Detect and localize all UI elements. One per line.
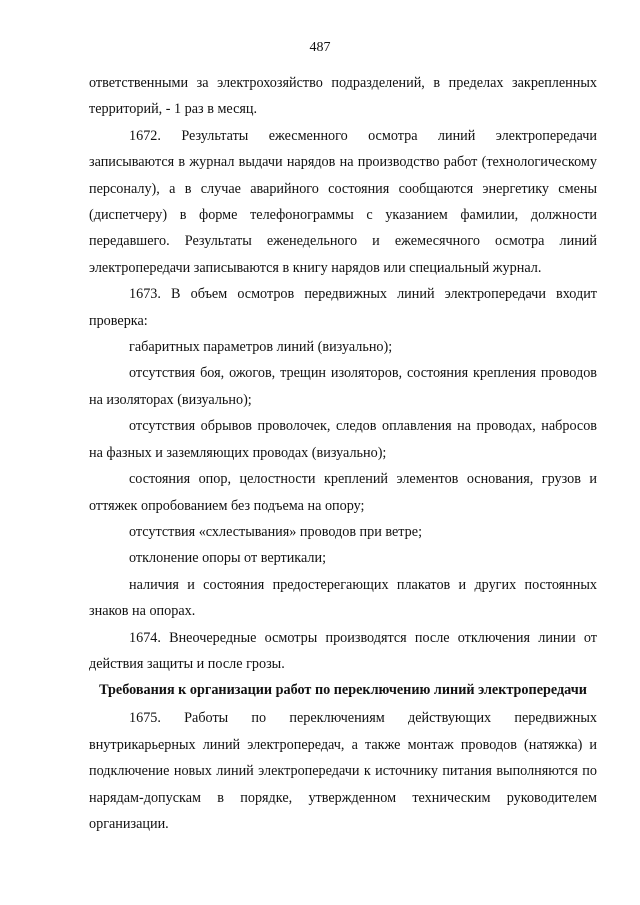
section-heading: Требования к организации работ по переключению линий электропередачи <box>99 682 587 699</box>
check-item-signs: наличия и состояния предостерегающих плакатов и других постоянных знаков на опорах. <box>89 576 597 620</box>
page-number: 487 <box>309 40 331 55</box>
paragraph-1673: 1673. В объем осмотров передвижных линий электропередачи входит проверка: <box>89 286 597 329</box>
check-item-wind: отсутствия «схлестывания» проводов при ветре; <box>129 523 423 540</box>
paragraph-continuation: ответственными за электрохозяйство подразделений, в пределах закрепленных территорий, - 1 раз в месяц. <box>89 75 597 118</box>
check-item-dimensions: габаритных параметров линий (визуально); <box>129 339 393 356</box>
check-item-insulators: отсутствия боя, ожогов, трещин изоляторов, состояния крепления проводов на изоляторах (визуально); <box>89 365 597 408</box>
paragraph-1672: 1672. Результаты ежесменного осмотра линий электропередачи записываются в журнал выдачи нарядов на производство работ (технологическому персоналу), а в случае аварийного состояния сообщаются энергетику смены (диспетчеру) в форме телефонограммы с указанием фамилии, должности передавшего. Результаты еженедельного и ежемесячного осмотра линий электропередачи записываются в книгу нарядов или специальный журнал. <box>89 127 597 276</box>
paragraph-1675: 1675. Работы по переключениям действующих передвижных внутрикарьерных линий электропередач, а также монтаж проводов (натяжка) и подключение новых линий электропередачи к источнику питания выполняются по нарядам-допускам в порядке, утвержденном техническим руководителем организации. <box>89 710 597 832</box>
paragraph-1674: 1674. Внеочередные осмотры производятся после отключения линии от действия защиты и после грозы. <box>89 629 597 672</box>
document-body <box>89 70 597 837</box>
check-item-vertical: отклонение опоры от вертикали; <box>129 550 327 567</box>
check-item-wires: отсутствия обрывов проволочек, следов оплавления на проводах, набросов на фазных и заземляющих проводах (визуально); <box>89 418 597 461</box>
check-item-supports: состояния опор, целостности креплений элементов основания, грузов и оттяжек опробованием без подъема на опору; <box>89 471 597 514</box>
